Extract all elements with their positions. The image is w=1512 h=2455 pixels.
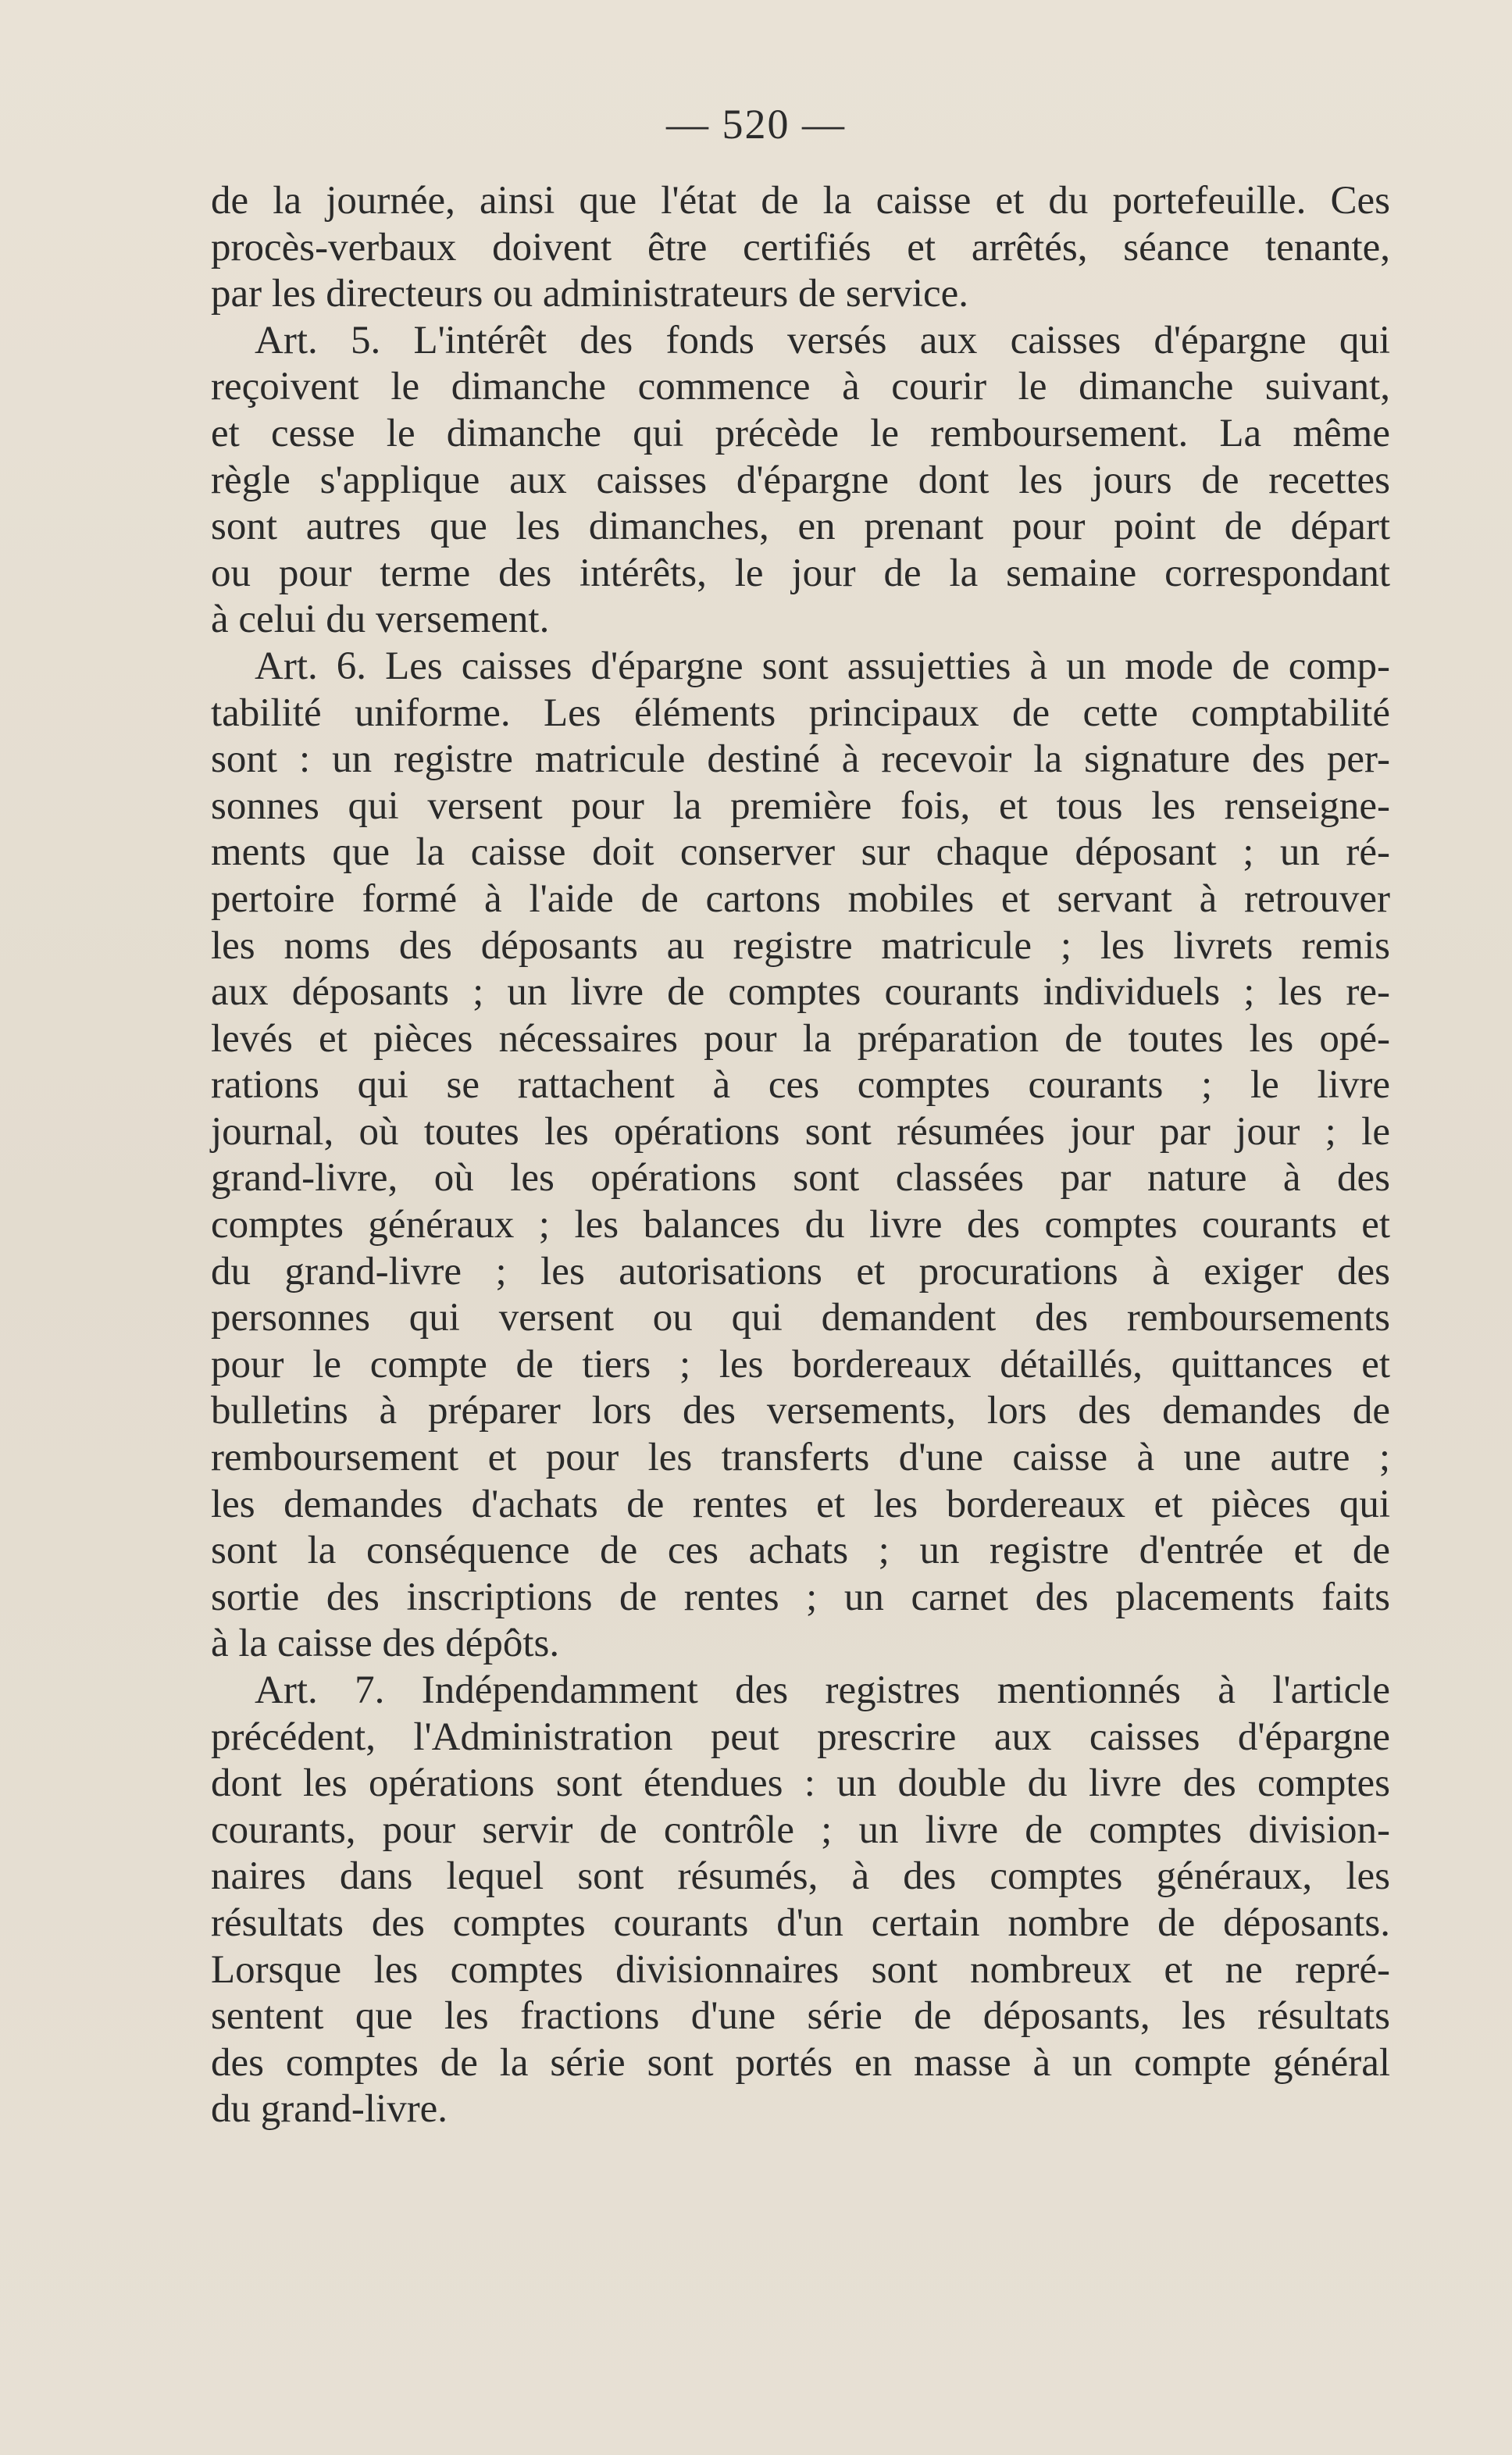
text-line: et cesse le dimanche qui précède le remboursement. La même [211, 411, 1390, 455]
text-line: les demandes d'achats de rentes et les bordereaux et pièces qui [211, 1482, 1390, 1526]
text-line: pertoire formé à l'aide de cartons mobiles et servant à retrouver [211, 876, 1390, 921]
text-line: règle s'applique aux caisses d'épargne dont les jours de recettes [211, 458, 1390, 502]
text-line: sont : un registre matricule destiné à recevoir la signature des per- [211, 737, 1390, 782]
text-line: bulletins à préparer lors des versements, lors des demandes de [211, 1389, 1390, 1433]
text-line: comptes généraux ; les balances du livre des comptes courants et [211, 1203, 1390, 1247]
text-line: ou pour terme des intérêts, le jour de la semaine correspondant [211, 551, 1390, 595]
text-line: tabilité uniforme. Les éléments principaux de cette comptabilité [211, 690, 1390, 735]
text-line: sont autres que les dimanches, en prenant pour point de départ [211, 505, 1390, 549]
text-line: du grand-livre ; les autorisations et procurations à exiger des [211, 1249, 1390, 1294]
text-line: pour le compte de tiers ; les bordereaux détaillés, quittances et [211, 1342, 1390, 1386]
page-number: — 520 — [666, 101, 846, 148]
text-line: ments que la caisse doit conserver sur chaque déposant ; un ré- [211, 830, 1390, 875]
text-line: à celui du versement. [211, 598, 550, 642]
text-line: Lorsque les comptes divisionnaires sont nombreux et ne repré- [211, 1947, 1390, 1992]
text-line: rations qui se rattachent à ces comptes courants ; le livre [211, 1063, 1390, 1108]
text-line: reçoivent le dimanche commence à courir le dimanche suivant, [211, 365, 1390, 409]
text-line: aux déposants ; un livre de comptes courants individuels ; les re- [211, 970, 1390, 1015]
text-line: naires dans lequel sont résumés, à des comptes généraux, les [211, 1854, 1390, 1899]
text-line: par les directeurs ou administrateurs de service. [211, 272, 969, 316]
text-line: sont la conséquence de ces achats ; un registre d'entrée et de [211, 1529, 1390, 1573]
body-text [211, 178, 1390, 2133]
paragraph [211, 644, 1390, 1668]
text-line: grand-livre, où les opérations sont classées par nature à des [211, 1156, 1390, 1201]
text-line: remboursement et pour les transferts d'une caisse à une autre ; [211, 1436, 1390, 1480]
text-line: les noms des déposants au registre matricule ; les livrets remis [211, 923, 1390, 968]
text-line: courants, pour servir de contrôle ; un livre de comptes division- [211, 1807, 1390, 1852]
text-line: Art. 7. Indépendamment des registres mentionnés à l'article [255, 1668, 1390, 1712]
text-line: dont les opérations sont étendues : un double du livre des comptes [211, 1761, 1390, 1806]
text-line: Art. 5. L'intérêt des fonds versés aux caisses d'épargne qui [255, 318, 1390, 362]
text-line: sentent que les fractions d'une série de déposants, les résultats [211, 1994, 1390, 2039]
text-line: à la caisse des dépôts. [211, 1622, 560, 1666]
text-line: du grand-livre. [211, 2087, 448, 2132]
text-line: des comptes de la série sont portés en masse à un compte général [211, 2040, 1390, 2085]
text-line: de la journée, ainsi que l'état de la caisse et du portefeuille. Ces [211, 179, 1390, 223]
paragraph [211, 178, 1390, 318]
text-line: sortie des inscriptions de rentes ; un carnet des placements faits [211, 1575, 1390, 1619]
text-line: personnes qui versent ou qui demandent des remboursements [211, 1296, 1390, 1340]
text-line: précédent, l'Administration peut prescrire aux caisses d'épargne [211, 1715, 1390, 1759]
paragraph [211, 318, 1390, 644]
text-line: levés et pièces nécessaires pour la préparation de toutes les opé- [211, 1016, 1390, 1061]
text-line: sonnes qui versent pour la première fois, et tous les renseigne- [211, 783, 1390, 828]
text-line: journal, où toutes les opérations sont résumées jour par jour ; le [211, 1109, 1390, 1154]
text-line: résultats des comptes courants d'un certain nombre de déposants. [211, 1900, 1390, 1945]
text-line: Art. 6. Les caisses d'épargne sont assujetties à un mode de comp- [255, 644, 1390, 688]
paragraph [211, 1668, 1390, 2133]
text-line: procès-verbaux doivent être certifiés et arrêtés, séance tenante, [211, 225, 1390, 269]
